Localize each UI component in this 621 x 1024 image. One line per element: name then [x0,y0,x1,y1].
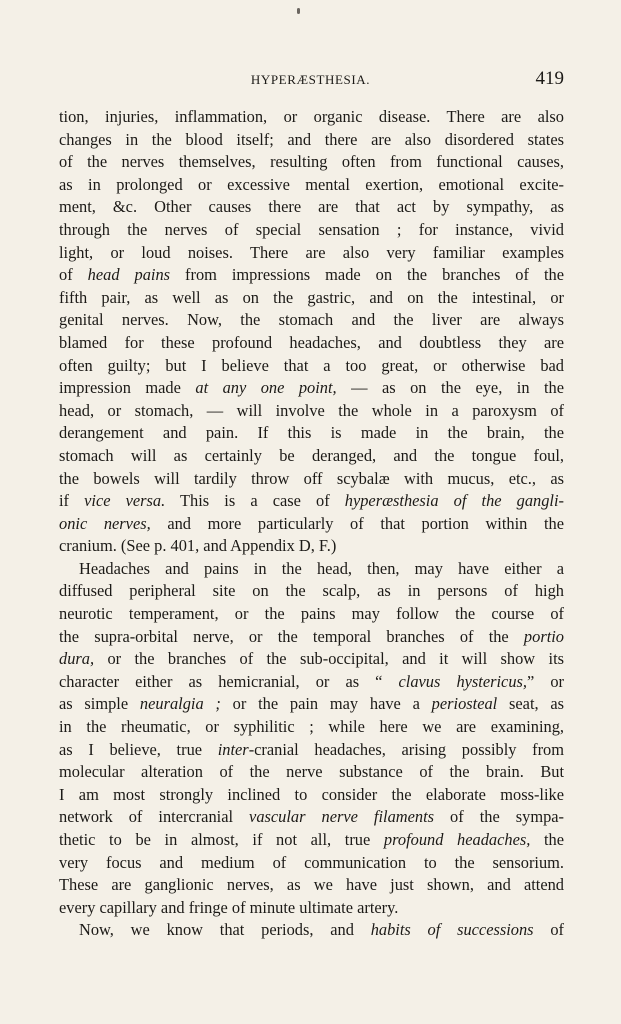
text-segment: or the branches of the sub-occipital, and it will show its [94,649,564,669]
text-segment: of [533,920,564,940]
text-line [59,377,564,400]
text-segment: as simple [59,694,140,714]
text-segment: diffused peripheral site on the scalp, as in persons of high [59,581,564,601]
text-segment: the bowels will tardily throw off scybalæ with mucus, etc., as [59,468,564,488]
italic-text: onic nerves, [59,513,151,533]
text-line [59,874,564,897]
italic-text: habits of successions [370,920,534,940]
text-line [59,919,564,942]
text-segment: in the rheumatic, or syphilitic ; while here we are examining, [59,717,564,737]
text-line [59,603,564,626]
text-line [59,355,564,378]
text-segment: network of intercranial [59,807,250,827]
text-segment: Now, we know that periods, and [79,920,371,940]
text-segment: derangement and pain. If this is made in the brain, the [59,423,564,443]
text-segment: character either as hemicranial, or as “ [59,671,399,691]
italic-text: dura, [59,649,95,669]
text-segment: These are ganglionic nerves, as we have just shown, and attend [59,875,564,895]
italic-text: at any one point, [195,378,337,398]
text-line [59,648,564,671]
italic-text: neuralgia ; [139,694,221,714]
text-line [59,196,564,219]
text-segment: the supra-orbital nerve, or the temporal branches of the [59,626,524,646]
text-segment: through the nerves of special sensation ; for instance, vivid [59,219,564,239]
text-segment: the [530,830,564,849]
text-segment: stomach will as certainly be deranged, and the tongue foul, [59,445,564,465]
text-segment: of the sympa- [434,807,565,827]
italic-text: profound headaches, [383,830,531,849]
text-segment: head, or stomach, — will involve the whole in a paroxysm of [59,400,564,420]
text-segment: — as on the eye, in the [336,378,565,398]
text-segment: changes in the blood itself; and there are also disordered states [59,129,564,149]
text-segment: fifth pair, as well as on the gastric, and on the intestinal, or [59,287,564,307]
italic-text: clavus hystericus, [398,671,527,691]
text-segment: light, or loud noises. There are also very familiar examples [59,242,564,262]
text-segment: I am most strongly inclined to consider the elaborate moss-like [59,784,564,804]
text-segment: impression made [59,378,196,398]
text-line [59,174,564,197]
text-line [59,287,564,310]
text-segment: This is a case of [165,491,345,511]
text-segment: of [59,265,88,285]
text-line [59,332,564,355]
text-segment: as I believe, true [59,739,218,759]
text-segment: from impressions made on the branches of the [170,265,564,285]
running-title: HYPERÆSTHESIA. [250,72,371,87]
text-line [59,784,564,807]
text-line [59,535,564,558]
text-line [59,242,564,265]
page-number: 419 [535,68,564,89]
italic-text: hyperæsthesia of the gangli- [344,491,564,511]
italic-text: portio [523,626,564,646]
italic-text: head pains [87,265,171,285]
text-line [59,106,564,129]
print-speck [297,8,300,14]
text-line [59,558,564,581]
text-segment: ” or [527,671,564,691]
italic-text: periosteal [431,694,498,714]
text-line [59,445,564,468]
text-segment: blamed for these profound headaches, and doubtless they are [59,332,564,352]
text-line [59,829,564,852]
text-segment: very focus and medium of communication to the sensorium. [59,852,564,872]
text-segment: often guilty; but I believe that a too great, or otherwise bad [59,355,564,375]
text-line [59,897,564,920]
italic-text: inter [217,739,249,759]
text-segment: molecular alteration of the nerve substance of the brain. But [59,762,564,782]
text-line [59,400,564,423]
text-line [59,806,564,829]
text-line [59,671,564,694]
text-line [59,151,564,174]
text-line [59,422,564,445]
running-head [0,68,621,92]
text-segment: cranium. (See p. 401, and Appendix D, F.) [59,536,337,556]
text-line [59,309,564,332]
text-line [59,716,564,739]
text-line [59,219,564,242]
text-segment: seat, as [497,694,565,714]
text-line [59,761,564,784]
italic-text: vascular nerve filaments [249,807,435,827]
text-line [59,739,564,762]
body-text [59,106,564,942]
text-segment: tion, injuries, inflammation, or organic disease. There are also [59,107,564,126]
text-line [59,513,564,536]
text-line [59,264,564,287]
text-segment: if [59,491,85,511]
text-segment: and more particularly of that portion within the [150,513,564,533]
text-segment: Headaches and pains in the head, then, may have either a [79,558,564,578]
text-segment: neurotic temperament, or the pains may follow the course of [59,604,564,624]
text-line [59,468,564,491]
text-segment: ment, &c. Other causes there are that act by sympathy, as [59,197,564,217]
text-segment: genital nerves. Now, the stomach and the liver are always [59,310,564,330]
text-line [59,580,564,603]
text-segment: every capillary and fringe of minute ultimate artery. [59,897,399,917]
text-segment: or the pain may have a [220,694,432,714]
text-segment: of the nerves themselves, resulting often from functional causes, [59,152,564,172]
text-line [59,490,564,513]
text-line [59,129,564,152]
text-line [59,852,564,875]
text-segment: thetic to be in almost, if not all, true [59,830,384,849]
text-line [59,693,564,716]
text-segment: as in prolonged or excessive mental exertion, emotional excite- [59,174,564,194]
italic-text: vice versa. [84,491,166,511]
text-segment: -cranial headaches, arising possibly from [248,739,564,759]
text-line [59,626,564,649]
